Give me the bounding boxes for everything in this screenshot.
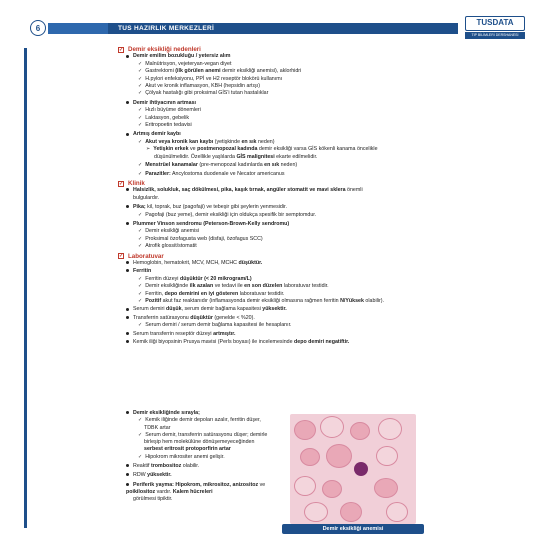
logo-mark: TUSDATA <box>465 16 525 31</box>
list-item: ✓ Gastrektomi (ilk görülen anemi demir eksikliği anemisi), aklorhidri <box>138 68 302 75</box>
list-item: ➢ Yetişkin erkek ve postmenopozal kadında demir eksikliği varsa GİS kökenli kanama öncelikle <box>146 146 378 153</box>
list-item-continuation: TDBK artar <box>144 424 171 431</box>
list-item: ✓ Demir eksikliği anemisi <box>138 228 200 235</box>
main-content <box>118 44 528 346</box>
list-item: Serum demiri düşük, serum demir bağlama kapasitesi yüksektir. <box>126 306 528 313</box>
check-icon: ✓ <box>138 283 143 290</box>
list-item: ✓ Eritropoetin tedavisi <box>138 122 192 129</box>
bullet-icon <box>126 340 129 343</box>
check-icon: ✓ <box>138 290 143 297</box>
check-icon: ✓ <box>138 243 143 250</box>
list-item: ✓ Menstrüel kanamalar (pre-menopozal kadınlarda en sık neden) <box>138 162 298 169</box>
rbc-cell <box>322 480 342 498</box>
check-icon: ✓ <box>138 211 143 218</box>
bullet-icon <box>126 464 129 467</box>
lower-left-column <box>118 410 283 504</box>
rbc-cell <box>378 418 402 440</box>
brand-logo <box>465 16 525 40</box>
list-item: Demir emilim bozukluğu / yetersiz alım <box>126 53 528 60</box>
check-icon: ✓ <box>138 114 143 121</box>
list-item: ✓ Akut veya kronik kan kaybı (yetişkinde en sık neden) <box>138 138 275 145</box>
bullet-icon <box>126 269 129 272</box>
list-item: ✓ H.pylori enfeksiyonu, PPİ ve H2 reseptör blokörü kullanımı <box>138 75 283 82</box>
bullet-icon <box>126 133 129 136</box>
section-heading: ✓ Laboratuvar <box>119 252 164 260</box>
check-icon: ✓ <box>138 90 143 97</box>
banner-stripe <box>48 23 108 34</box>
list-item: ✓ Serum demir, transferrin satürasyonu düşer; demirle <box>138 431 268 438</box>
list-item: ✓ Proksimal özofagusta web (disfaji, özofagus SCC) <box>138 235 263 242</box>
rbc-cell <box>320 416 344 438</box>
list-item: ✓ Akut ve kronik inflamasyon, KBH (hepsidin artışı) <box>138 83 261 90</box>
list-item: ✓ Serum demiri / serum demir bağlama kapasitesi ile hesaplanır. <box>138 322 292 329</box>
list-item: ✓ Hipokrom mikrositer anemi gelişir. <box>138 453 225 460</box>
logo-subtitle: TIP BİLİMLERİ DERSHANESİ <box>465 32 525 39</box>
list-item: ✓ Atrofik glossit/stomatit <box>138 243 197 250</box>
check-icon: ✓ <box>138 275 143 282</box>
rbc-cell <box>350 422 370 440</box>
rbc-cell <box>340 502 362 522</box>
bullet-icon <box>126 261 129 264</box>
check-icon: ✓ <box>138 75 143 82</box>
bullet-icon <box>126 411 129 414</box>
arrow-right-icon: ➢ <box>146 146 151 153</box>
list-item: Transferrin satürasyonu düşüktür (genelde < %20). <box>126 315 528 322</box>
check-icon: ✓ <box>138 228 143 235</box>
list-item: ✓ Çölyak hastalığı gibi proksimal GİS'i tutan hastalıklar <box>138 90 269 97</box>
check-icon: ✓ <box>138 322 143 329</box>
rbc-cell <box>300 448 320 466</box>
bullet-icon <box>126 101 129 104</box>
check-icon: ✓ <box>138 235 143 242</box>
list-item: Reaktif trombositoz olabilir. <box>126 463 283 470</box>
list-item: Pika; kil, toprak, buz (pagofaji) ve tebeşir gibi şeylerin yenmesidir. <box>126 204 528 211</box>
section-heading: ✓ Demir eksikliği nedenleri <box>119 46 201 53</box>
header-title: TUS HAZIRLIK MERKEZLERİ <box>118 25 215 32</box>
list-item-continuation: serbest eritrosit protoporfirin artar <box>144 446 231 453</box>
checkbox-icon: ✓ <box>119 253 124 260</box>
rbc-cell <box>326 444 352 468</box>
list-item: ✓ Parazitler: Ancylostoma duodenale ve Necator americanus <box>138 170 285 177</box>
section-heading: ✓ Klinik <box>119 179 145 187</box>
bullet-icon <box>126 188 129 191</box>
checkbox-icon: ✓ <box>119 180 124 187</box>
page-header <box>30 20 525 38</box>
list-item: Plummer Vinson sendromu (Peterson-Brown-Kelly sendromu) <box>126 221 528 228</box>
list-item: ✓ Ferritin düzeyi düşüktür (< 20 mikrogram/L) <box>138 275 252 282</box>
side-accent-bar <box>24 48 27 528</box>
header-banner <box>48 23 458 34</box>
blood-smear-image <box>290 414 416 524</box>
check-icon: ✓ <box>138 298 143 304</box>
list-item: Demir ihtiyacının artması <box>126 100 528 107</box>
list-item: ✓ Ferritin, depo demirini en iyi gösteren laboratuvar testidir. <box>138 290 285 297</box>
check-icon: ✓ <box>138 68 143 75</box>
list-item: Kemik iliği biyopsinin Prusya mavisi (Perls boyası) ile incelemesinde depo demiri negatiftir. <box>126 339 528 346</box>
rbc-cell <box>304 502 328 522</box>
lymphocyte-nucleus <box>354 462 368 476</box>
bullet-icon <box>126 316 129 319</box>
rbc-cell <box>376 446 398 466</box>
bullet-icon <box>126 473 129 476</box>
list-item: ✓ Demir eksikliğinde ilk azalan ve tedavi ile en son düzelen laboratuvar testidir. <box>138 283 329 290</box>
check-icon: ✓ <box>138 431 143 438</box>
bullet-icon <box>126 205 129 208</box>
rbc-cell <box>386 502 408 522</box>
figure-caption: Demir eksikliği anemisi <box>282 524 424 534</box>
list-item-continuation: düşünülmelidir. Özellikle yaşlılarda GİS malignitesi ekarte edilmelidir. <box>154 153 318 160</box>
bullet-icon <box>126 308 129 311</box>
list-item: ✓ Pagofaji (buz yeme), demir eksikliği için oldukça spesifik bir semptomdur. <box>138 211 317 218</box>
list-item: Hemoglobin, hematokrit, MCV, MCH, MCHC düşüktür. <box>126 260 528 267</box>
list-item: Ferritin <box>126 268 528 275</box>
list-item: ✓ Laktasyon, gebelik <box>138 114 190 121</box>
check-icon: ✓ <box>138 138 143 145</box>
list-item: Serum transferrin reseptör düzeyi artmıştır. <box>126 331 528 338</box>
list-item: Periferik yayma: Hipokrom, mikrositoz, anizositoz ve poikilositoz vardır. Kalem hücreleri <box>126 481 266 495</box>
list-item: Artmış demir kaybı <box>126 131 528 138</box>
list-item: Demir eksikliğinde sırayla; <box>126 410 283 417</box>
bullet-icon <box>126 332 129 335</box>
list-item-continuation: bulgulardır. <box>133 194 160 201</box>
check-icon: ✓ <box>138 122 143 129</box>
check-icon: ✓ <box>138 453 143 460</box>
page-number: 6 <box>30 20 46 36</box>
list-item-continuation: görülmesi tipiktir. <box>133 496 173 503</box>
check-icon: ✓ <box>138 417 143 424</box>
rbc-cell <box>294 476 316 496</box>
rbc-cell <box>374 478 398 498</box>
rbc-cell <box>294 420 316 440</box>
check-icon: ✓ <box>138 107 143 114</box>
check-icon: ✓ <box>138 60 143 67</box>
bullet-icon <box>126 483 129 486</box>
check-icon: ✓ <box>138 162 143 169</box>
list-item: ✓ Pozitif akut faz reaktanıdır (inflamasyonda demir eksikliği olmasına rağmen ferritin N/Yüksek olabilir). <box>138 298 384 304</box>
list-item-continuation: birleşip hem molekülüne dönüşemeyeceğinden <box>144 439 255 446</box>
check-icon: ✓ <box>138 170 143 177</box>
list-item: RDW yüksektir. <box>126 472 283 479</box>
bullet-icon <box>126 55 129 58</box>
list-item: ✓ Hızlı büyüme dönemleri <box>138 107 201 114</box>
list-item: ✓ Malnütrisyon, vejeteryan-vegan diyet <box>138 60 232 67</box>
checkbox-icon: ✓ <box>119 46 124 53</box>
list-item: Halsizlik, solukluk, saç dökülmesi, pika, kaşık tırnak, angüler stomatit ve mavi sklera önemli <box>126 187 528 194</box>
bullet-icon <box>126 222 129 225</box>
check-icon: ✓ <box>138 83 143 90</box>
list-item: ✓ Kemik iliğinde demir depoları azalır, ferritin düşer, <box>138 417 261 424</box>
